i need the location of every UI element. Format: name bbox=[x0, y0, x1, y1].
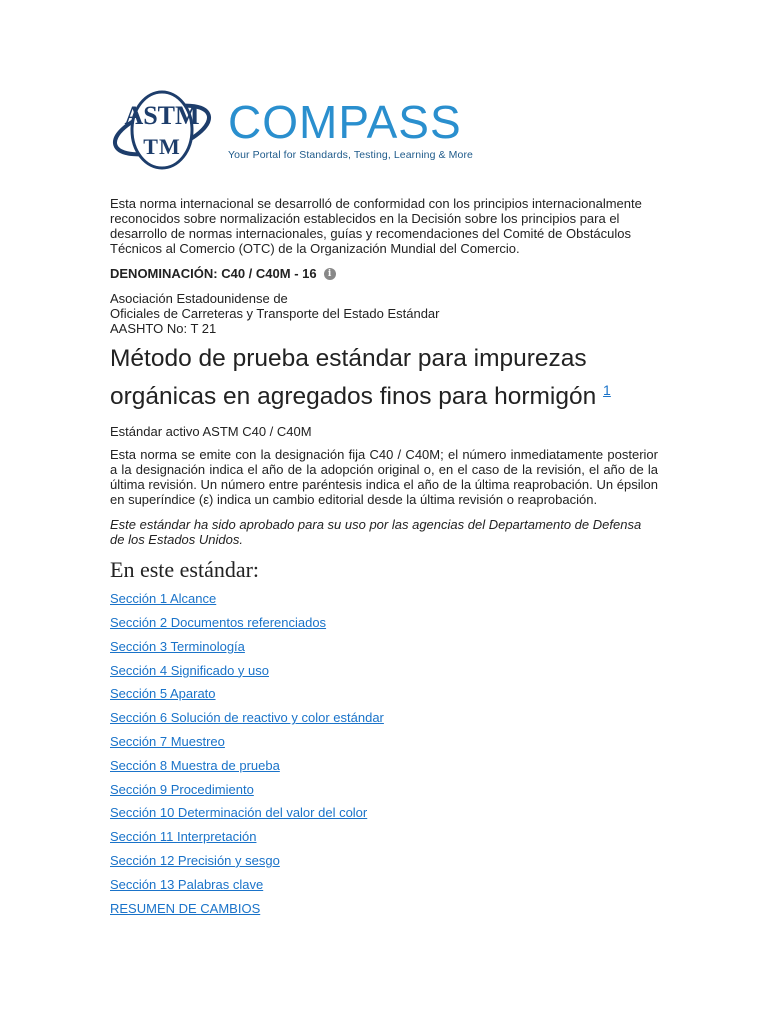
toc-item bbox=[110, 758, 658, 782]
standard-title bbox=[110, 344, 658, 412]
active-standard: Estándar activo ASTM C40 / C40M bbox=[110, 424, 312, 440]
toc-link-summary-of-changes[interactable]: RESUMEN DE CAMBIOS bbox=[110, 900, 261, 916]
designation-notice: Esta norma se emite con la designación fija C40 / C40M; el número inmediatamente posterior a la designación indica el año de la adopción original o, en el caso de la revisión, el año de la última revisión. Un número entre paréntesis indica el año de la última reaprobación. Un épsilon en superíndice (ε) indica un cambio editorial desde la última revisión o reaprobación. bbox=[110, 447, 658, 508]
toc-heading: En este estándar: bbox=[110, 557, 260, 583]
aashto-line-2: Oficiales de Carreteras y Transporte del Estado Estándar bbox=[110, 306, 440, 321]
info-icon[interactable]: i bbox=[324, 268, 336, 280]
compass-wordmark[interactable]: COMPASS bbox=[228, 96, 462, 148]
toc-item bbox=[110, 782, 658, 806]
toc-item bbox=[110, 853, 658, 877]
toc-item bbox=[110, 686, 658, 710]
standard-title-text: Método de prueba estándar para impurezas orgánicas en agregados finos para hormigón bbox=[110, 345, 597, 411]
toc-link-section-12[interactable]: Sección 12 Precisión y sesgo bbox=[110, 852, 280, 868]
designation-line bbox=[110, 266, 658, 281]
toc-item bbox=[110, 805, 658, 829]
aashto-block bbox=[110, 291, 658, 336]
toc-list bbox=[110, 591, 658, 924]
toc-link-section-4[interactable]: Sección 4 Significado y uso bbox=[110, 662, 269, 678]
toc-link-section-2[interactable]: Sección 2 Documentos referenciados bbox=[110, 614, 327, 630]
aashto-line-1: Asociación Estadounidense de bbox=[110, 291, 288, 306]
toc-link-section-6[interactable]: Sección 6 Solución de reactivo y color estándar bbox=[110, 710, 384, 726]
aashto-number: AASHTO No: T 21 bbox=[110, 321, 217, 336]
toc-item bbox=[110, 877, 658, 901]
toc-link-section-8[interactable]: Sección 8 Muestra de prueba bbox=[110, 757, 280, 773]
toc-item bbox=[110, 591, 658, 615]
toc-link-section-10[interactable]: Sección 10 Determinación del valor del color bbox=[110, 805, 368, 821]
svg-text:ASTM: ASTM bbox=[124, 101, 200, 130]
toc-item bbox=[110, 663, 658, 687]
svg-text:TM: TM bbox=[143, 134, 181, 159]
document-page bbox=[110, 80, 658, 924]
toc-link-section-7[interactable]: Sección 7 Muestreo bbox=[110, 733, 225, 749]
toc-link-section-9[interactable]: Sección 9 Procedimiento bbox=[110, 781, 254, 797]
toc-item bbox=[110, 734, 658, 758]
compass-tagline: Your Portal for Standards, Testing, Learning & More bbox=[228, 149, 473, 161]
designation-text: DENOMINACIÓN: C40 / C40M - 16 bbox=[110, 266, 317, 281]
toc-item bbox=[110, 829, 658, 853]
toc-link-section-5[interactable]: Sección 5 Aparato bbox=[110, 686, 216, 702]
footnote-link[interactable]: 1 bbox=[603, 382, 611, 398]
compass-brand bbox=[228, 96, 473, 161]
toc-link-section-13[interactable]: Sección 13 Palabras clave bbox=[110, 876, 264, 892]
toc-link-section-1[interactable]: Sección 1 Alcance bbox=[110, 591, 217, 607]
toc-link-section-11[interactable]: Sección 11 Interpretación bbox=[110, 829, 257, 845]
astm-logo[interactable] bbox=[110, 88, 214, 172]
toc-item bbox=[110, 615, 658, 639]
toc-item bbox=[110, 901, 658, 925]
toc-item bbox=[110, 639, 658, 663]
header-logos bbox=[110, 80, 658, 180]
dod-approval-notice: Este estándar ha sido aprobado para su uso por las agencias del Departamento de Defensa de los Estados Unidos. bbox=[110, 517, 642, 548]
intro-paragraph: Esta norma internacional se desarrolló de conformidad con los principios internacionalmente reconocidos sobre normalización establecidos en la Decisión sobre los principios para el desarrollo de normas internacionales, guías y recomendaciones del Comité de Obstáculos Técnicos al Comercio (OTC) de la Organización Mundial del Comercio. bbox=[110, 196, 642, 256]
toc-item bbox=[110, 710, 658, 734]
toc-link-section-3[interactable]: Sección 3 Terminología bbox=[110, 638, 245, 654]
